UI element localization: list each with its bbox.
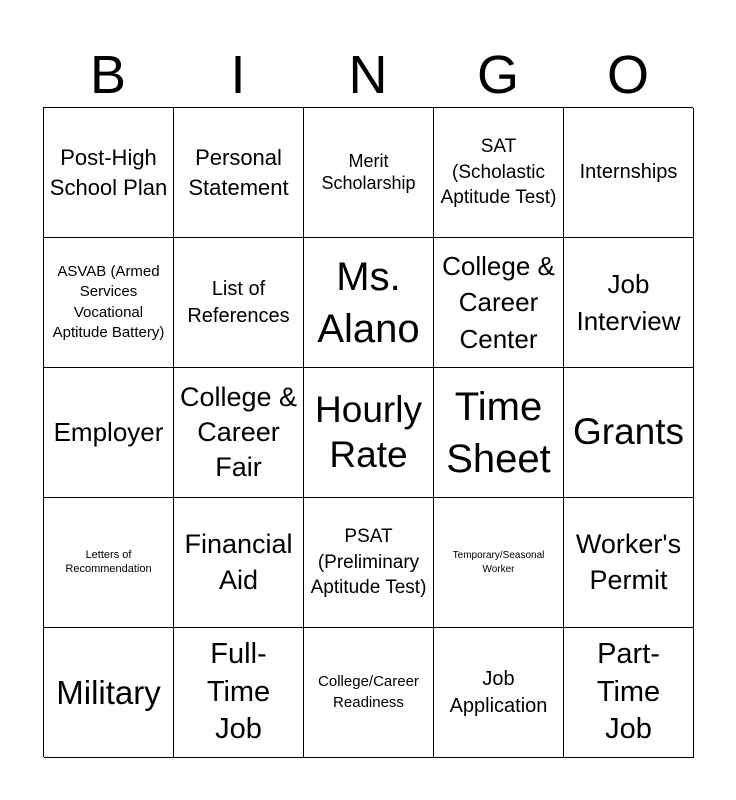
cell-label: College & Career Fair	[179, 381, 298, 483]
header-letter-i: I	[230, 45, 246, 105]
cell-label: PSAT (Preliminary Aptitude Test)	[310, 526, 427, 599]
cell-label: Job Interview	[576, 269, 681, 336]
bingo-cell[interactable]	[44, 108, 174, 238]
bingo-cell[interactable]	[174, 628, 304, 758]
cell-label: Part-Time Job	[596, 637, 661, 746]
bingo-header	[43, 40, 693, 110]
bingo-cell[interactable]	[434, 108, 564, 238]
bingo-cell[interactable]	[564, 498, 694, 628]
cell-label: Job Application	[449, 667, 548, 717]
bingo-cell[interactable]	[434, 498, 564, 628]
cell-label: List of References	[187, 277, 290, 327]
header-letter-o: O	[606, 45, 649, 105]
bingo-cell[interactable]	[434, 368, 564, 498]
header-letter-g: G	[476, 45, 519, 105]
cell-label: Temporary/Seasonal Worker	[452, 549, 545, 575]
cell-label: Full-Time Job	[206, 637, 271, 746]
bingo-cell[interactable]	[174, 238, 304, 368]
bingo-cell[interactable]	[434, 628, 564, 758]
bingo-cell[interactable]	[564, 368, 694, 498]
bingo-cell[interactable]	[44, 628, 174, 758]
cell-label: College/Career Readiness	[318, 673, 419, 711]
bingo-cell[interactable]	[44, 238, 174, 368]
cell-label: Military	[56, 673, 161, 711]
cell-label: Hourly Rate	[315, 389, 422, 475]
cell-label: College & Career Center	[442, 250, 555, 354]
bingo-cell[interactable]	[304, 498, 434, 628]
cell-label: Internships	[579, 161, 678, 183]
bingo-cell[interactable]	[304, 628, 434, 758]
bingo-cell[interactable]	[174, 368, 304, 498]
cell-label: Post-High School Plan	[49, 145, 168, 200]
bingo-cell[interactable]	[564, 108, 694, 238]
cell-label: Personal Statement	[188, 145, 289, 200]
bingo-cell[interactable]	[174, 108, 304, 238]
header-letter-n: N	[348, 45, 388, 105]
cell-label: Worker's Permit	[575, 529, 682, 595]
bingo-cell[interactable]	[434, 238, 564, 368]
bingo-cell[interactable]	[304, 238, 434, 368]
cell-label: Grants	[572, 411, 685, 453]
bingo-cell[interactable]	[564, 628, 694, 758]
cell-label: SAT (Scholastic Aptitude Test)	[440, 136, 557, 209]
bingo-cell[interactable]	[304, 108, 434, 238]
cell-label: Ms. Alano	[317, 254, 420, 351]
cell-label: Employer	[53, 417, 164, 448]
cell-label: Letters of Recommendation	[65, 549, 152, 575]
bingo-cell[interactable]	[564, 238, 694, 368]
bingo-board	[43, 107, 693, 757]
cell-label: Merit Scholarship	[321, 150, 416, 193]
cell-label: Time Sheet	[446, 384, 551, 481]
bingo-cell[interactable]	[44, 498, 174, 628]
cell-label: Financial Aid	[184, 529, 293, 595]
bingo-cell[interactable]	[174, 498, 304, 628]
bingo-cell[interactable]	[44, 368, 174, 498]
header-letter-b: B	[89, 45, 127, 105]
cell-label: ASVAB (Armed Services Vocational Aptitude Battery)	[52, 263, 165, 341]
bingo-cell[interactable]	[304, 368, 434, 498]
